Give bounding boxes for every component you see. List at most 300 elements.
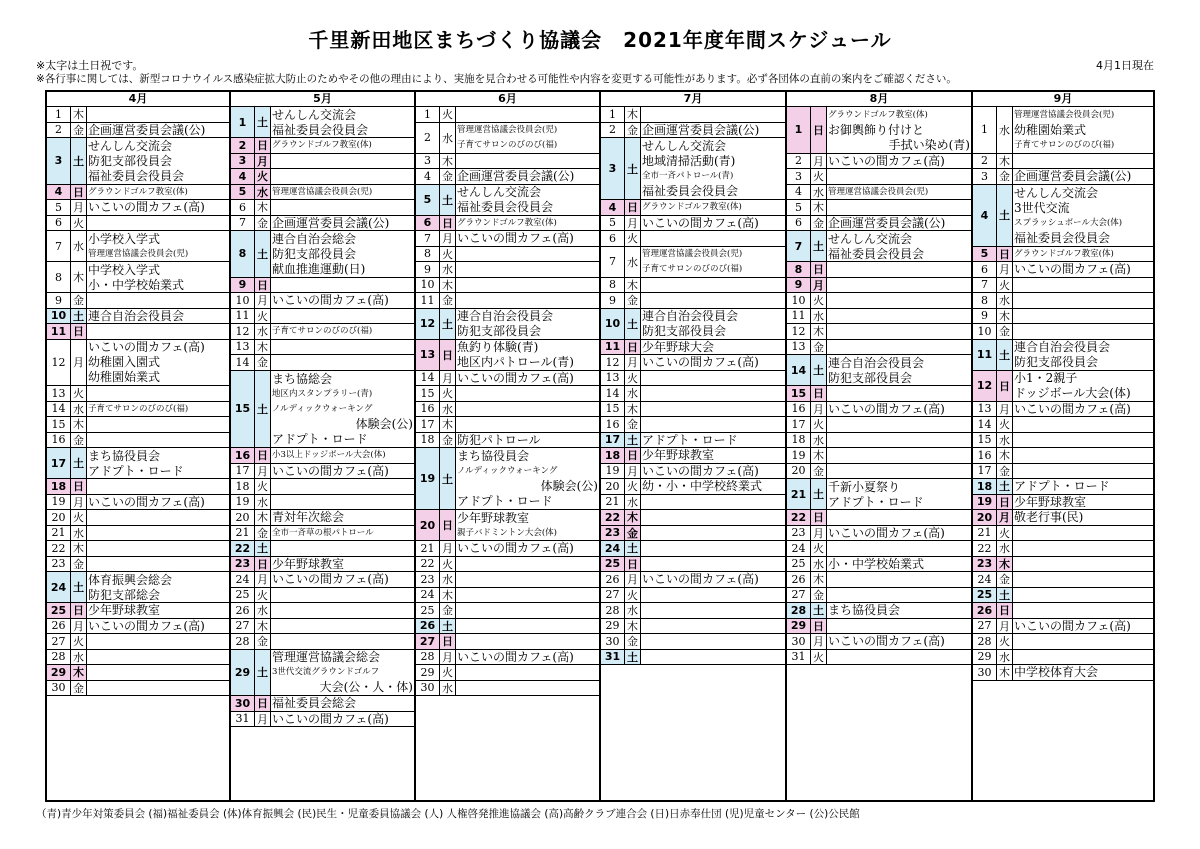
event-text: 企画運営委員会議(公)	[272, 215, 390, 230]
day-number: 5	[231, 185, 255, 200]
weekday: 木	[440, 417, 456, 432]
day-number: 22	[787, 510, 811, 525]
event-cell	[271, 185, 414, 200]
event-cell	[87, 293, 229, 308]
day-row	[416, 123, 599, 154]
day-number: 5	[601, 216, 625, 231]
day-number: 14	[601, 386, 625, 401]
day-number: 6	[601, 231, 625, 246]
weekday: 水	[255, 495, 271, 510]
weekday: 木	[625, 402, 641, 417]
day-row	[47, 526, 229, 542]
event-text: いこいの間カフェ(高)	[88, 200, 205, 215]
weekday: 火	[997, 634, 1013, 649]
event-cell	[641, 495, 785, 510]
day-number: 7	[973, 278, 997, 293]
day-number: 7	[601, 247, 625, 277]
day-row	[47, 185, 229, 201]
day-row	[416, 433, 599, 449]
event-cell	[827, 386, 971, 401]
weekday: 木	[997, 448, 1013, 463]
event-cell	[641, 433, 785, 448]
day-row	[973, 340, 1153, 371]
day-row	[787, 526, 971, 542]
event-text: アドプト・ロード	[1014, 479, 1110, 494]
weekday: 日	[811, 619, 827, 634]
day-number: 4	[416, 169, 440, 184]
event-cell	[456, 619, 599, 634]
event-text: 企画運営委員会議(公)	[1014, 169, 1132, 184]
day-number: 30	[973, 665, 997, 680]
day-row	[47, 665, 229, 681]
day-number: 29	[47, 665, 71, 680]
weekday: 水	[440, 572, 456, 587]
day-number: 14	[47, 402, 71, 417]
day-number: 25	[973, 588, 997, 603]
day-number: 23	[416, 572, 440, 587]
day-number: 28	[47, 650, 71, 665]
event-cell	[87, 262, 229, 292]
day-number: 17	[416, 417, 440, 432]
event-text: 管理運営協議会役員会(児)	[457, 125, 558, 135]
weekday: 木	[71, 541, 87, 556]
day-number: 2	[973, 154, 997, 169]
weekday: 水	[625, 495, 641, 510]
weekday: 金	[71, 433, 87, 448]
day-row	[416, 417, 599, 433]
event-cell	[271, 588, 414, 603]
day-row	[601, 123, 785, 139]
event-cell	[271, 355, 414, 370]
day-row	[231, 200, 414, 216]
day-row	[787, 262, 971, 278]
event-cell	[827, 169, 971, 184]
day-row	[231, 696, 414, 712]
day-row	[973, 448, 1153, 464]
event-cell	[1013, 293, 1153, 308]
event-text: 連合自治会役員会	[642, 309, 739, 323]
event-text: いこいの間カフェ(高)	[457, 541, 574, 556]
event-text: 防犯支部役員会	[88, 153, 173, 168]
day-row	[973, 510, 1153, 526]
day-number: 4	[973, 185, 997, 246]
day-row	[416, 557, 599, 573]
day-row	[231, 619, 414, 635]
day-number: 25	[231, 588, 255, 603]
day-row	[973, 185, 1153, 247]
day-number: 5	[787, 200, 811, 215]
month-column	[601, 92, 787, 800]
weekday: 火	[811, 417, 827, 432]
event-cell	[271, 464, 414, 479]
day-number: 27	[787, 588, 811, 603]
day-row	[601, 603, 785, 619]
day-number: 9	[416, 262, 440, 277]
event-cell	[456, 402, 599, 417]
bold-note: ※太字は土日祝です。	[36, 59, 144, 72]
day-row	[416, 603, 599, 619]
event-cell	[641, 588, 785, 603]
weekday: 火	[71, 386, 87, 401]
day-row	[47, 541, 229, 557]
event-cell	[1013, 665, 1153, 680]
weekday: 日	[997, 495, 1013, 510]
day-row	[47, 200, 229, 216]
weekday: 土	[255, 371, 271, 448]
event-text: いこいの間カフェ(高)	[88, 494, 205, 509]
event-cell	[456, 123, 599, 153]
day-row	[787, 619, 971, 635]
weekday: 土	[997, 588, 1013, 603]
event-cell	[87, 557, 229, 572]
day-number: 5	[47, 200, 71, 215]
event-text: いこいの間カフェ(高)	[457, 649, 574, 664]
day-number: 12	[787, 324, 811, 339]
event-cell	[456, 541, 599, 556]
day-row	[47, 107, 229, 123]
weekday: 日	[811, 386, 827, 401]
event-text: 福祉委員会役員会	[642, 184, 739, 198]
day-row	[973, 464, 1153, 480]
day-row	[47, 603, 229, 619]
weekday: 日	[625, 448, 641, 463]
day-number: 6	[416, 216, 440, 231]
event-text: いこいの間カフェ(高)	[88, 340, 205, 355]
day-row	[973, 495, 1153, 511]
day-row	[231, 603, 414, 619]
weekday: 日	[71, 185, 87, 200]
day-number: 13	[416, 340, 440, 370]
event-text: 福祉委員会総会	[272, 696, 357, 711]
day-row	[973, 634, 1153, 650]
weekday: 水	[811, 433, 827, 448]
day-number: 23	[47, 557, 71, 572]
day-number: 9	[231, 278, 255, 293]
event-cell	[827, 526, 971, 541]
event-cell	[827, 200, 971, 215]
event-text: 福祉委員会役員会	[1014, 230, 1111, 245]
weekday: 日	[255, 696, 271, 711]
day-number: 5	[973, 247, 997, 262]
event-text: グラウンドゴルフ教室(体)	[828, 109, 928, 120]
day-number: 19	[973, 495, 997, 510]
weekday: 金	[255, 634, 271, 649]
day-number: 24	[47, 572, 71, 602]
event-cell	[1013, 402, 1153, 417]
event-text: 手拭い染め(青)	[888, 137, 970, 152]
day-row	[787, 216, 971, 232]
schedule-grid	[45, 90, 1155, 802]
weekday: 火	[625, 231, 641, 246]
day-number: 17	[47, 448, 71, 478]
day-row	[416, 216, 599, 232]
event-text: 子育てサロンのびのび(福)	[457, 140, 558, 150]
day-number: 1	[787, 107, 811, 153]
weekday: 日	[255, 278, 271, 293]
day-row	[601, 572, 785, 588]
event-text: いこいの間カフェ(高)	[642, 355, 759, 370]
day-number: 3	[231, 154, 255, 169]
day-number: 30	[231, 696, 255, 711]
day-number: 9	[973, 309, 997, 324]
day-number: 20	[231, 510, 255, 525]
day-row	[47, 572, 229, 603]
event-cell	[827, 464, 971, 479]
event-text: いこいの間カフェ(高)	[1014, 262, 1131, 277]
weekday: 土	[811, 231, 827, 261]
weekday: 火	[440, 665, 456, 680]
day-number: 23	[973, 557, 997, 572]
day-row	[416, 650, 599, 666]
day-row	[47, 433, 229, 449]
day-number: 6	[787, 216, 811, 231]
weekday: 木	[440, 154, 456, 169]
weekday: 木	[811, 448, 827, 463]
weekday: 火	[71, 216, 87, 231]
event-cell	[641, 541, 785, 556]
event-cell	[456, 293, 599, 308]
event-text: 企画運営委員会議(公)	[457, 169, 575, 184]
event-cell	[271, 495, 414, 510]
event-text: 地域清掃活動(青)	[642, 154, 736, 168]
weekday: 土	[811, 603, 827, 618]
event-cell	[827, 603, 971, 618]
event-cell	[1013, 464, 1153, 479]
event-text: 福祉委員会役員会	[272, 122, 369, 137]
event-text: 3世代交流	[1014, 200, 1070, 215]
month-column	[973, 92, 1153, 800]
weekday: 金	[625, 634, 641, 649]
day-number: 25	[787, 557, 811, 572]
day-row	[416, 107, 599, 123]
day-number: 11	[787, 309, 811, 324]
event-cell	[827, 293, 971, 308]
day-row	[973, 107, 1153, 154]
event-cell	[641, 278, 785, 293]
weekday: 日	[440, 510, 456, 540]
event-text: いこいの間カフェ(高)	[642, 572, 759, 587]
weekday: 木	[71, 417, 87, 432]
day-row	[601, 448, 785, 464]
event-cell	[271, 479, 414, 494]
weekday: 土	[997, 479, 1013, 494]
month-header: 9月	[973, 92, 1153, 107]
page-title: 千里新田地区まちづくり協議会 2021年度年間スケジュール	[308, 28, 892, 52]
day-number: 16	[973, 448, 997, 463]
weekday: 水	[71, 526, 87, 541]
event-cell	[87, 603, 229, 618]
day-number: 28	[416, 650, 440, 665]
day-number: 8	[231, 231, 255, 277]
day-row	[231, 293, 414, 309]
day-number: 15	[231, 371, 255, 448]
weekday: 月	[440, 231, 456, 246]
event-cell	[271, 293, 414, 308]
weekday: 土	[811, 355, 827, 385]
event-text: 中学校入学式	[88, 262, 161, 277]
day-row	[787, 309, 971, 325]
day-row	[416, 588, 599, 604]
weekday: 木	[71, 665, 87, 680]
day-row	[601, 402, 785, 418]
event-cell	[456, 386, 599, 401]
day-row	[973, 588, 1153, 604]
day-number: 10	[416, 278, 440, 293]
event-cell	[641, 572, 785, 587]
weekday: 火	[255, 479, 271, 494]
event-cell	[87, 510, 229, 525]
event-cell	[1013, 417, 1153, 432]
day-row	[601, 634, 785, 650]
day-row	[416, 402, 599, 418]
event-text: 地区内パトロール(青)	[457, 355, 574, 369]
weekday: 土	[625, 138, 641, 199]
weekday: 土	[255, 231, 271, 277]
day-number: 28	[231, 634, 255, 649]
day-number: 15	[47, 417, 71, 432]
day-number: 4	[47, 185, 71, 200]
weekday: 水	[255, 603, 271, 618]
event-cell	[1013, 185, 1153, 246]
event-cell	[641, 231, 785, 246]
event-text: 千新小夏祭り	[828, 479, 901, 494]
event-cell	[641, 603, 785, 618]
day-number: 15	[973, 433, 997, 448]
day-row	[416, 231, 599, 247]
day-row	[601, 510, 785, 526]
day-row	[47, 681, 229, 697]
day-row	[601, 386, 785, 402]
weekday: 木	[997, 665, 1013, 680]
event-text: せんしん交流会	[828, 231, 913, 246]
day-number: 26	[231, 603, 255, 618]
event-cell	[641, 340, 785, 355]
event-cell	[271, 712, 414, 727]
weekday: 金	[997, 169, 1013, 184]
event-cell	[641, 402, 785, 417]
day-number: 21	[973, 526, 997, 541]
event-cell	[456, 216, 599, 231]
event-cell	[827, 588, 971, 603]
weekday: 月	[440, 650, 456, 665]
event-cell	[87, 681, 229, 696]
day-number: 18	[416, 433, 440, 448]
event-cell	[456, 557, 599, 572]
event-text: ノルディックウォーキング	[272, 403, 373, 414]
event-text: 子育てサロンのびのび(福)	[88, 403, 189, 414]
day-row	[787, 278, 971, 294]
event-cell	[1013, 510, 1153, 525]
event-cell	[827, 572, 971, 587]
weekday: 土	[997, 185, 1013, 246]
day-number: 9	[787, 278, 811, 293]
weekday: 月	[255, 464, 271, 479]
event-text: せんしん交流会	[88, 138, 173, 153]
event-text: 少年野球教室	[642, 448, 715, 463]
event-text: まち協役員会	[457, 449, 530, 463]
event-cell	[641, 650, 785, 665]
event-cell	[271, 619, 414, 634]
day-row	[231, 634, 414, 650]
event-cell	[827, 185, 971, 200]
day-number: 8	[787, 262, 811, 277]
day-number: 11	[47, 324, 71, 339]
event-cell	[641, 557, 785, 572]
weekday: 水	[71, 402, 87, 417]
day-row	[416, 448, 599, 510]
day-number: 5	[416, 185, 440, 215]
event-cell	[271, 324, 414, 339]
event-text: 防犯支部総会	[88, 587, 161, 602]
event-text: 連合自治会総会	[272, 231, 357, 246]
day-row	[231, 371, 414, 449]
day-number: 23	[601, 526, 625, 541]
day-row	[231, 231, 414, 278]
event-cell	[456, 510, 599, 540]
weekday: 日	[625, 340, 641, 355]
weekday: 木	[440, 278, 456, 293]
weekday: 月	[255, 154, 271, 169]
weekday: 金	[71, 681, 87, 696]
day-number: 30	[416, 681, 440, 696]
day-number: 26	[416, 619, 440, 634]
event-text: 管理運営協議会総会	[272, 650, 381, 665]
day-row	[601, 417, 785, 433]
day-row	[231, 526, 414, 542]
weekday: 火	[255, 588, 271, 603]
day-row	[973, 572, 1153, 588]
day-row	[787, 231, 971, 262]
event-cell	[271, 231, 414, 277]
day-number: 31	[231, 712, 255, 727]
weekday: 金	[255, 355, 271, 370]
day-row	[973, 402, 1153, 418]
day-row	[973, 541, 1153, 557]
day-row	[47, 262, 229, 293]
day-row	[416, 634, 599, 650]
day-number: 6	[47, 216, 71, 231]
day-number: 29	[231, 650, 255, 696]
day-number: 26	[973, 603, 997, 618]
event-text: アドプト・ロード	[457, 494, 553, 508]
event-text: いこいの間カフェ(高)	[642, 215, 759, 230]
event-cell	[827, 324, 971, 339]
day-number: 18	[787, 433, 811, 448]
day-row	[973, 371, 1153, 402]
weekday: 月	[997, 619, 1013, 634]
event-cell	[87, 479, 229, 494]
day-number: 9	[601, 293, 625, 308]
day-row	[787, 588, 971, 604]
event-cell	[87, 665, 229, 680]
weekday: 月	[255, 293, 271, 308]
event-text: まち協役員会	[828, 603, 901, 618]
event-text: 福祉委員会役員会	[828, 246, 925, 261]
event-text: アドプト・ロード	[272, 431, 368, 446]
event-cell	[641, 107, 785, 122]
weekday: 金	[71, 123, 87, 138]
day-number: 11	[601, 340, 625, 355]
day-number: 28	[973, 634, 997, 649]
event-cell	[1013, 634, 1153, 649]
day-row	[416, 278, 599, 294]
event-cell	[456, 634, 599, 649]
day-number: 17	[787, 417, 811, 432]
day-number: 14	[231, 355, 255, 370]
event-cell	[827, 433, 971, 448]
weekday: 月	[71, 495, 87, 510]
day-number: 12	[973, 371, 997, 401]
